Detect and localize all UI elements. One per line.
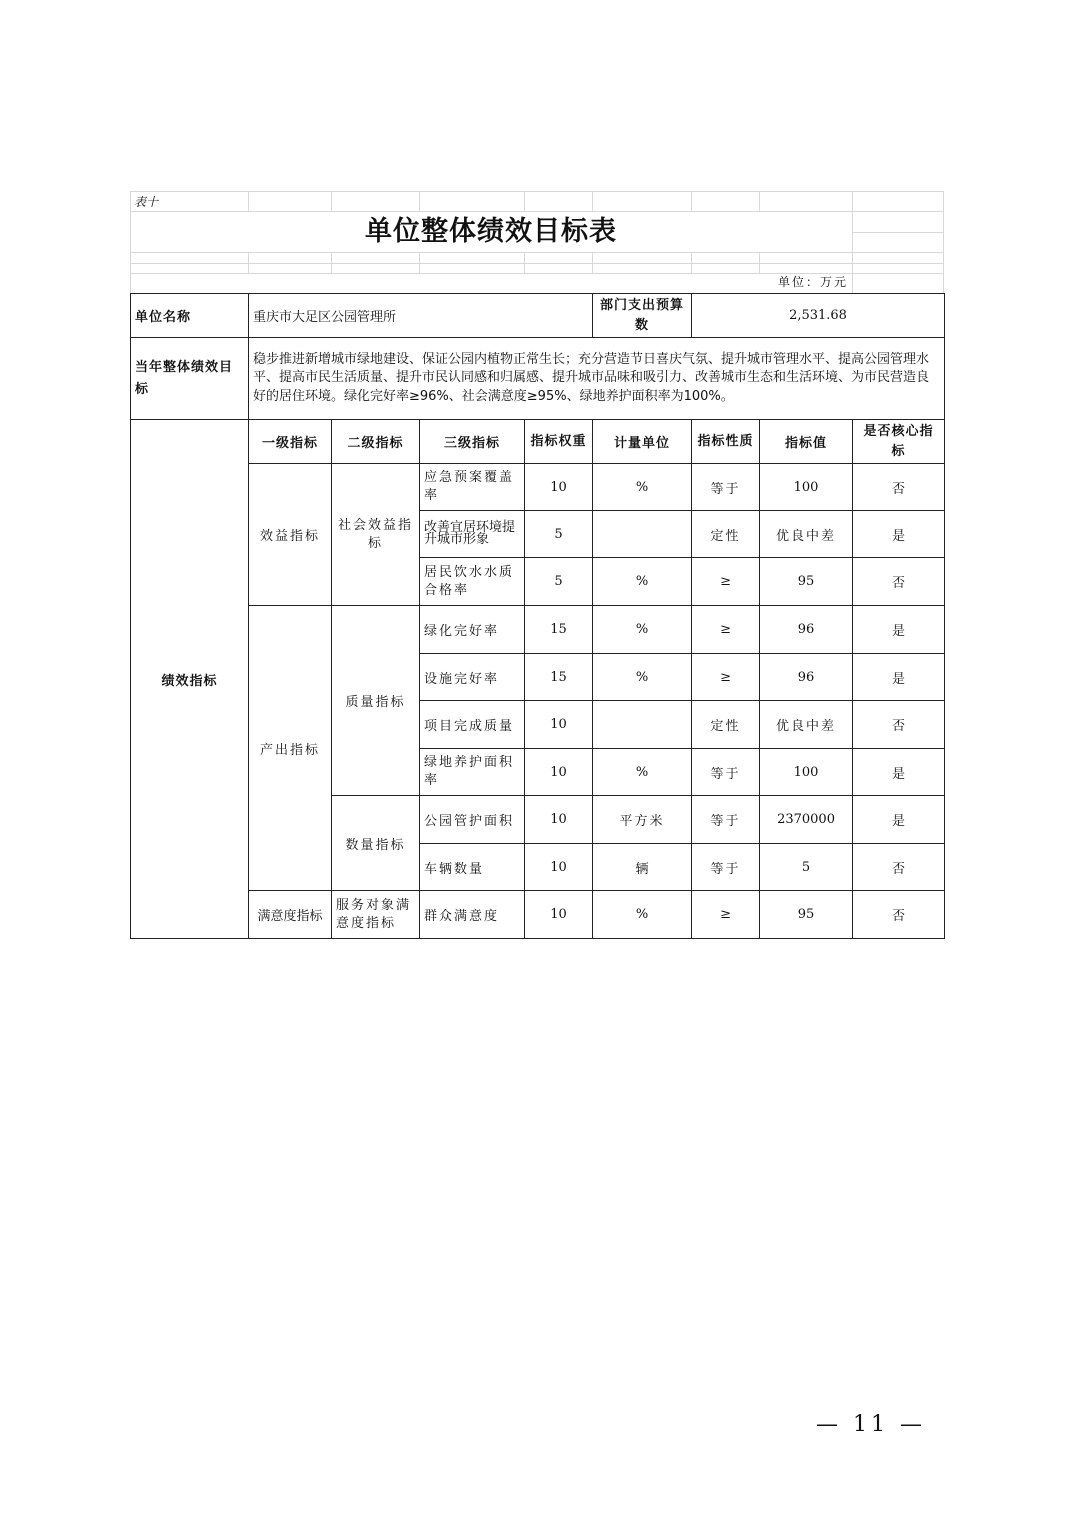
row-weight: 5 — [525, 558, 593, 606]
row-core: 是 — [853, 654, 945, 701]
sheet-header-grid — [130, 191, 944, 293]
performance-table — [130, 293, 945, 939]
row-unit: 辆 — [593, 844, 692, 891]
goal-text: 稳步推进新增城市绿地建设、保证公园内植物正常生长；充分营造节日喜庆气氛、提升城市管理水平、提高公园管理水平、提高市民生活质量、提升市民认同感和归属感、提升城市品味和吸引力、改善城市生态和生活环境、为市民营造良好的居住环境。绿化完好率≥96%、社会满意度≥95%、绿地养护面积率为100%。 — [249, 338, 945, 420]
level2-service: 服务对象满意度指标 — [332, 891, 420, 939]
row-name: 绿地养护面积率 — [420, 749, 525, 796]
level2-social: 社会效益指标 — [332, 464, 420, 606]
row-name: 项目完成质量 — [420, 701, 525, 749]
row-unit: 平方米 — [593, 796, 692, 844]
row-nature: 等于 — [692, 749, 760, 796]
header-level2: 二级指标 — [332, 420, 420, 464]
page-number: — 11 — — [816, 1412, 926, 1437]
header-core: 是否核心指标 — [853, 420, 945, 464]
row-name: 改善宜居环境提升城市形象 — [420, 511, 525, 558]
row-name: 设施完好率 — [420, 654, 525, 701]
unit-label: 单位：万元 — [777, 275, 848, 289]
row-nature: ≥ — [692, 891, 760, 939]
level1-output: 产出指标 — [249, 606, 332, 891]
row-unit: % — [593, 654, 692, 701]
unit-name-label: 单位名称 — [131, 294, 249, 338]
level2-quality: 质量指标 — [332, 606, 420, 796]
row-core: 是 — [853, 749, 945, 796]
row-weight: 10 — [525, 844, 593, 891]
row-weight: 10 — [525, 701, 593, 749]
row-nature: 等于 — [692, 844, 760, 891]
row-value: 95 — [760, 558, 853, 606]
row-value: 95 — [760, 891, 853, 939]
header-nature: 指标性质 — [692, 420, 760, 464]
row-weight: 10 — [525, 891, 593, 939]
row-unit — [593, 511, 692, 558]
level1-benefit: 效益指标 — [249, 464, 332, 606]
row-core: 否 — [853, 464, 945, 511]
header-level3: 三级指标 — [420, 420, 525, 464]
row-value: 96 — [760, 654, 853, 701]
table-row — [131, 891, 945, 939]
row-name: 公园管护面积 — [420, 796, 525, 844]
budget-value: 2,531.68 — [692, 294, 945, 338]
row-core: 否 — [853, 844, 945, 891]
document-title: 单位整体绩效目标表 — [365, 216, 617, 247]
row-weight: 5 — [525, 511, 593, 558]
row-core: 否 — [853, 891, 945, 939]
header-row — [131, 420, 945, 464]
row-value: 优良中差 — [760, 701, 853, 749]
row-core: 否 — [853, 558, 945, 606]
row-core: 否 — [853, 701, 945, 749]
row-value: 100 — [760, 749, 853, 796]
row-unit — [593, 701, 692, 749]
row-nature: 定性 — [692, 701, 760, 749]
level1-satisfaction: 满意度指标 — [249, 891, 332, 939]
row-weight: 15 — [525, 606, 593, 654]
row-weight: 15 — [525, 654, 593, 701]
header-value: 指标值 — [760, 420, 853, 464]
row-core: 是 — [853, 606, 945, 654]
goal-label: 当年整体绩效目标 — [131, 338, 249, 420]
row-weight: 10 — [525, 749, 593, 796]
row-name: 车辆数量 — [420, 844, 525, 891]
table-label: 表十 — [134, 195, 159, 209]
row-nature: ≥ — [692, 606, 760, 654]
perf-label: 绩效指标 — [131, 420, 249, 939]
row-value: 5 — [760, 844, 853, 891]
level2-quantity: 数量指标 — [332, 796, 420, 891]
row-value: 100 — [760, 464, 853, 511]
row-unit: % — [593, 464, 692, 511]
row-unit: % — [593, 606, 692, 654]
sheet — [130, 191, 944, 939]
unit-name-value: 重庆市大足区公园管理所 — [249, 294, 593, 338]
row-unit: % — [593, 558, 692, 606]
row-name: 居民饮水水质合格率 — [420, 558, 525, 606]
row-core: 是 — [853, 796, 945, 844]
row-name: 绿化完好率 — [420, 606, 525, 654]
row-weight: 10 — [525, 464, 593, 511]
row-nature: ≥ — [692, 558, 760, 606]
row-unit: % — [593, 891, 692, 939]
row-unit: % — [593, 749, 692, 796]
budget-label: 部门支出预算数 — [593, 294, 692, 338]
table-row — [131, 606, 945, 654]
row-value: 96 — [760, 606, 853, 654]
header-unit: 计量单位 — [593, 420, 692, 464]
header-level1: 一级指标 — [249, 420, 332, 464]
row-weight: 10 — [525, 796, 593, 844]
unit-name-row — [131, 294, 945, 338]
row-nature: ≥ — [692, 654, 760, 701]
row-name: 应急预案覆盖率 — [420, 464, 525, 511]
row-name: 群众满意度 — [420, 891, 525, 939]
goal-row — [131, 338, 945, 420]
row-nature: 定性 — [692, 511, 760, 558]
header-weight: 指标权重 — [525, 420, 593, 464]
row-nature: 等于 — [692, 796, 760, 844]
row-value: 2370000 — [760, 796, 853, 844]
row-core: 是 — [853, 511, 945, 558]
row-value: 优良中差 — [760, 511, 853, 558]
table-row — [131, 464, 945, 511]
row-nature: 等于 — [692, 464, 760, 511]
